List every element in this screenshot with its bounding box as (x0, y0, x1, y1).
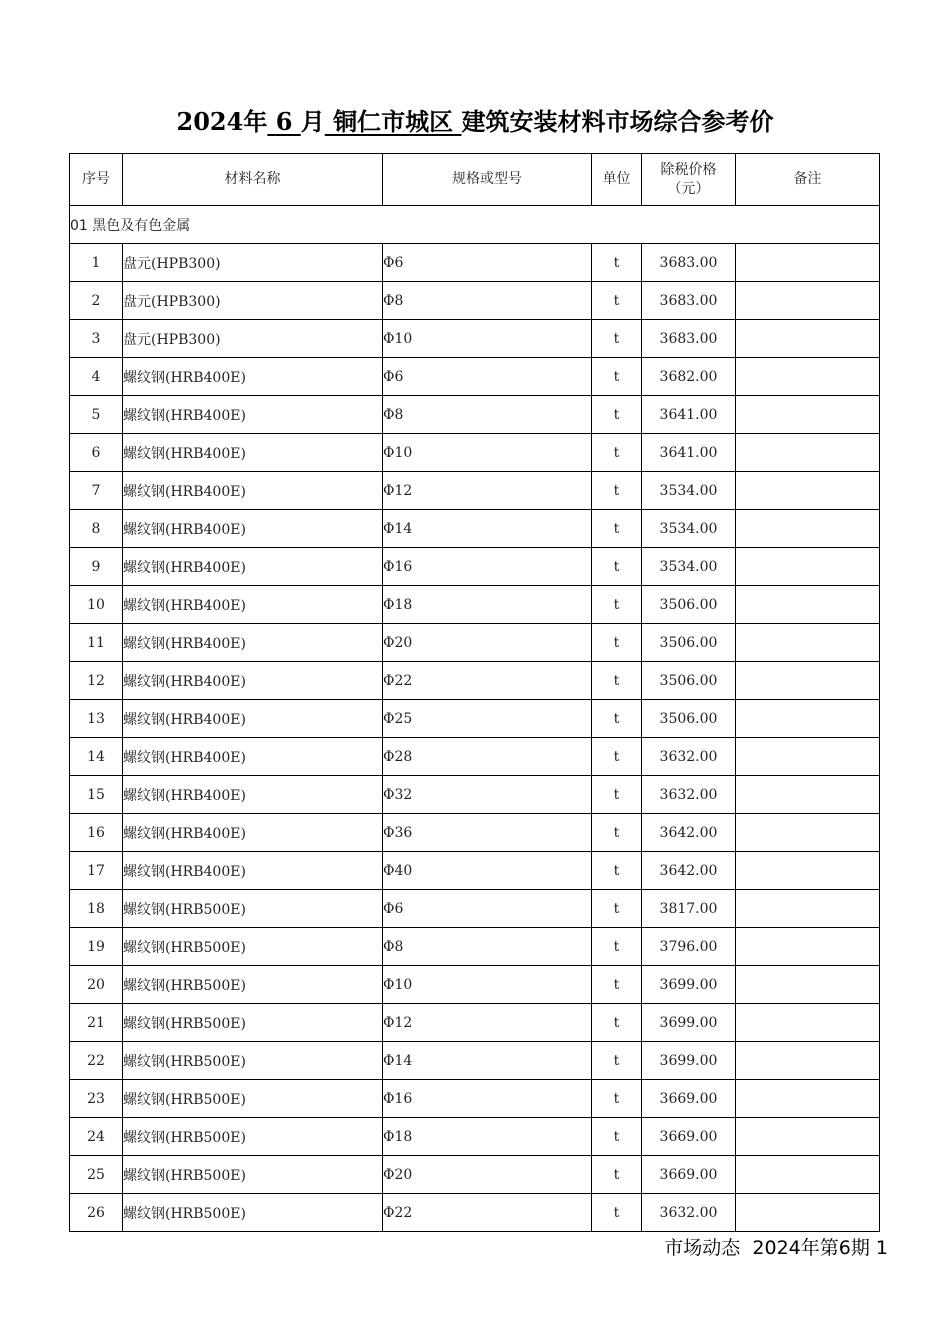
row-spec: Φ32 (383, 776, 592, 814)
col-header-price-line2: （元） (667, 180, 710, 197)
row-note (736, 396, 880, 434)
title-month-suffix: 月 (300, 107, 325, 136)
table-row (70, 928, 880, 966)
row-index: 10 (70, 586, 123, 624)
row-spec: Φ14 (383, 510, 592, 548)
row-price: 3683.00 (642, 320, 736, 358)
table-row (70, 814, 880, 852)
col-header-price (642, 154, 736, 206)
table-row (70, 1080, 880, 1118)
row-spec: Φ22 (383, 662, 592, 700)
row-price: 3669.00 (642, 1118, 736, 1156)
row-note (736, 852, 880, 890)
row-price: 3534.00 (642, 472, 736, 510)
row-spec: Φ8 (383, 282, 592, 320)
row-note (736, 700, 880, 738)
row-unit: t (592, 662, 642, 700)
row-material-name: 盘元(HPB300) (123, 320, 383, 358)
row-price: 3506.00 (642, 700, 736, 738)
row-material-name: 螺纹钢(HRB400E) (123, 586, 383, 624)
row-note (736, 472, 880, 510)
row-index: 6 (70, 434, 123, 472)
row-index: 8 (70, 510, 123, 548)
row-price: 3641.00 (642, 396, 736, 434)
row-unit: t (592, 1194, 642, 1232)
title-rest: 建筑安装材料市场综合参考价 (461, 107, 774, 136)
row-note (736, 586, 880, 624)
row-material-name: 螺纹钢(HRB500E) (123, 1080, 383, 1118)
row-price: 3796.00 (642, 928, 736, 966)
row-index: 3 (70, 320, 123, 358)
row-spec: Φ6 (383, 358, 592, 396)
row-material-name: 螺纹钢(HRB400E) (123, 700, 383, 738)
col-header-index: 序号 (70, 154, 123, 206)
row-index: 1 (70, 244, 123, 282)
row-index: 22 (70, 1042, 123, 1080)
row-price: 3682.00 (642, 358, 736, 396)
row-unit: t (592, 320, 642, 358)
table-row (70, 1004, 880, 1042)
row-material-name: 螺纹钢(HRB500E) (123, 1042, 383, 1080)
footer-publication: 市场动态 (664, 1237, 741, 1259)
row-material-name: 螺纹钢(HRB400E) (123, 814, 383, 852)
row-index: 9 (70, 548, 123, 586)
row-spec: Φ36 (383, 814, 592, 852)
row-note (736, 776, 880, 814)
row-unit: t (592, 396, 642, 434)
row-spec: Φ10 (383, 966, 592, 1004)
table-row (70, 320, 880, 358)
row-note (736, 662, 880, 700)
row-price: 3699.00 (642, 1042, 736, 1080)
row-material-name: 螺纹钢(HRB500E) (123, 1156, 383, 1194)
row-spec: Φ20 (383, 1156, 592, 1194)
col-header-spec: 规格或型号 (383, 154, 592, 206)
row-spec: Φ6 (383, 244, 592, 282)
price-table (69, 153, 880, 1232)
row-price: 3683.00 (642, 244, 736, 282)
row-index: 25 (70, 1156, 123, 1194)
row-spec: Φ40 (383, 852, 592, 890)
row-material-name: 螺纹钢(HRB500E) (123, 1004, 383, 1042)
row-unit: t (592, 510, 642, 548)
row-price: 3699.00 (642, 966, 736, 1004)
category-row (70, 206, 880, 244)
title-city: 铜仁市城区 (333, 107, 454, 136)
row-note (736, 1194, 880, 1232)
row-note (736, 1004, 880, 1042)
row-price: 3506.00 (642, 662, 736, 700)
row-price: 3699.00 (642, 1004, 736, 1042)
row-material-name: 螺纹钢(HRB400E) (123, 852, 383, 890)
row-unit: t (592, 548, 642, 586)
row-unit: t (592, 738, 642, 776)
row-index: 14 (70, 738, 123, 776)
row-index: 17 (70, 852, 123, 890)
row-unit: t (592, 700, 642, 738)
table-row (70, 776, 880, 814)
row-material-name: 螺纹钢(HRB500E) (123, 928, 383, 966)
table-row (70, 1042, 880, 1080)
row-unit: t (592, 852, 642, 890)
row-index: 15 (70, 776, 123, 814)
row-material-name: 螺纹钢(HRB400E) (123, 738, 383, 776)
row-spec: Φ8 (383, 928, 592, 966)
row-spec: Φ18 (383, 1118, 592, 1156)
row-price: 3642.00 (642, 814, 736, 852)
col-header-price-line1: 除税价格 (660, 161, 717, 178)
table-header (70, 154, 880, 206)
row-unit: t (592, 434, 642, 472)
table-body (70, 206, 880, 1232)
table-row (70, 358, 880, 396)
row-material-name: 盘元(HPB300) (123, 244, 383, 282)
table-row (70, 548, 880, 586)
row-index: 26 (70, 1194, 123, 1232)
row-note (736, 1080, 880, 1118)
row-spec: Φ22 (383, 1194, 592, 1232)
row-unit: t (592, 966, 642, 1004)
row-spec: Φ25 (383, 700, 592, 738)
row-spec: Φ12 (383, 472, 592, 510)
row-material-name: 螺纹钢(HRB400E) (123, 624, 383, 662)
page-title (0, 104, 950, 140)
row-material-name: 螺纹钢(HRB500E) (123, 966, 383, 1004)
category-label: 01 黑色及有色金属 (70, 206, 880, 244)
row-note (736, 966, 880, 1004)
row-spec: Φ8 (383, 396, 592, 434)
row-note (736, 1042, 880, 1080)
row-index: 18 (70, 890, 123, 928)
row-unit: t (592, 1042, 642, 1080)
row-index: 4 (70, 358, 123, 396)
row-index: 24 (70, 1118, 123, 1156)
row-spec: Φ18 (383, 586, 592, 624)
row-material-name: 螺纹钢(HRB500E) (123, 1194, 383, 1232)
row-index: 2 (70, 282, 123, 320)
row-material-name: 螺纹钢(HRB500E) (123, 890, 383, 928)
table-row (70, 472, 880, 510)
row-spec: Φ6 (383, 890, 592, 928)
row-note (736, 928, 880, 966)
row-unit: t (592, 1118, 642, 1156)
row-price: 3642.00 (642, 852, 736, 890)
table-row (70, 890, 880, 928)
row-note (736, 738, 880, 776)
row-price: 3506.00 (642, 586, 736, 624)
row-spec: Φ16 (383, 1080, 592, 1118)
row-price: 3641.00 (642, 434, 736, 472)
row-unit: t (592, 1004, 642, 1042)
title-year: 2024年 (176, 107, 268, 136)
row-unit: t (592, 814, 642, 852)
row-price: 3506.00 (642, 624, 736, 662)
page-footer (664, 1233, 888, 1260)
row-index: 16 (70, 814, 123, 852)
row-unit: t (592, 586, 642, 624)
row-material-name: 螺纹钢(HRB400E) (123, 548, 383, 586)
row-note (736, 434, 880, 472)
row-material-name: 螺纹钢(HRB400E) (123, 358, 383, 396)
row-spec: Φ16 (383, 548, 592, 586)
row-note (736, 548, 880, 586)
row-unit: t (592, 1080, 642, 1118)
row-index: 7 (70, 472, 123, 510)
row-note (736, 320, 880, 358)
row-index: 20 (70, 966, 123, 1004)
row-note (736, 358, 880, 396)
row-unit: t (592, 472, 642, 510)
table-row (70, 1156, 880, 1194)
table-row (70, 738, 880, 776)
row-material-name: 螺纹钢(HRB400E) (123, 472, 383, 510)
row-unit: t (592, 1156, 642, 1194)
row-material-name: 螺纹钢(HRB400E) (123, 510, 383, 548)
row-index: 21 (70, 1004, 123, 1042)
row-price: 3817.00 (642, 890, 736, 928)
row-spec: Φ12 (383, 1004, 592, 1042)
col-header-unit: 单位 (592, 154, 642, 206)
row-spec: Φ14 (383, 1042, 592, 1080)
row-price: 3534.00 (642, 548, 736, 586)
row-index: 5 (70, 396, 123, 434)
table-row (70, 510, 880, 548)
table-row (70, 396, 880, 434)
table-row (70, 700, 880, 738)
row-note (736, 890, 880, 928)
row-price: 3632.00 (642, 1194, 736, 1232)
footer-issue: 2024年第6期 (752, 1237, 870, 1259)
row-index: 23 (70, 1080, 123, 1118)
row-price: 3669.00 (642, 1156, 736, 1194)
table-row (70, 1118, 880, 1156)
row-price: 3632.00 (642, 738, 736, 776)
row-index: 19 (70, 928, 123, 966)
row-material-name: 螺纹钢(HRB400E) (123, 662, 383, 700)
row-spec: Φ10 (383, 320, 592, 358)
row-index: 13 (70, 700, 123, 738)
row-price: 3669.00 (642, 1080, 736, 1118)
row-index: 12 (70, 662, 123, 700)
table-row (70, 282, 880, 320)
row-unit: t (592, 358, 642, 396)
row-unit: t (592, 282, 642, 320)
row-spec: Φ10 (383, 434, 592, 472)
footer-page-number: 1 (875, 1237, 888, 1259)
row-note (736, 814, 880, 852)
row-unit: t (592, 244, 642, 282)
table-row (70, 624, 880, 662)
table-row (70, 586, 880, 624)
row-note (736, 244, 880, 282)
row-price: 3632.00 (642, 776, 736, 814)
row-note (736, 1156, 880, 1194)
row-material-name: 螺纹钢(HRB400E) (123, 776, 383, 814)
col-header-name: 材料名称 (123, 154, 383, 206)
row-spec: Φ28 (383, 738, 592, 776)
row-spec: Φ20 (383, 624, 592, 662)
row-material-name: 螺纹钢(HRB500E) (123, 1118, 383, 1156)
row-note (736, 510, 880, 548)
title-month: 6 (275, 107, 293, 136)
table-row (70, 244, 880, 282)
row-unit: t (592, 776, 642, 814)
row-unit: t (592, 890, 642, 928)
row-material-name: 螺纹钢(HRB400E) (123, 396, 383, 434)
row-price: 3683.00 (642, 282, 736, 320)
row-note (736, 624, 880, 662)
row-material-name: 盘元(HPB300) (123, 282, 383, 320)
table-row (70, 1194, 880, 1232)
table-row (70, 662, 880, 700)
row-index: 11 (70, 624, 123, 662)
row-price: 3534.00 (642, 510, 736, 548)
row-material-name: 螺纹钢(HRB400E) (123, 434, 383, 472)
col-header-note: 备注 (736, 154, 880, 206)
table-row (70, 966, 880, 1004)
table-row (70, 434, 880, 472)
row-note (736, 282, 880, 320)
table-row (70, 852, 880, 890)
row-unit: t (592, 928, 642, 966)
row-unit: t (592, 624, 642, 662)
row-note (736, 1118, 880, 1156)
